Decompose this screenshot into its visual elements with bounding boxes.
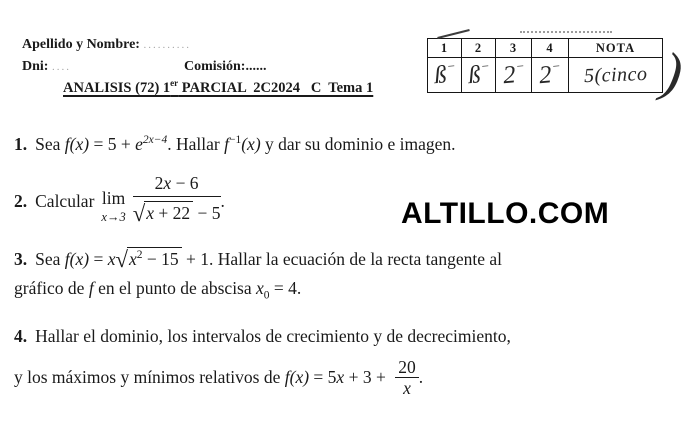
problem-4-text-2: y los máximos y mínimos relativos de (14, 366, 285, 387)
problem-3-line-2 (14, 274, 502, 311)
lim-word: lim (101, 188, 126, 209)
radical-sign: √ (115, 247, 128, 272)
apellido-label: Apellido y Nombre: (22, 37, 140, 52)
handwritten-score-4: 2− (538, 58, 562, 90)
grade-table-header-row (428, 39, 663, 58)
name-field-row (22, 37, 191, 53)
exam-title-superscript: er (170, 78, 179, 88)
grade-score-cell-1 (428, 58, 462, 93)
problem-1-text-mid: . Hallar (167, 134, 225, 154)
grade-header-nota: NOTA (569, 39, 663, 58)
fraction (133, 174, 221, 228)
comision-label: Comisión:...... (184, 59, 267, 74)
problem-1-number: 1. (14, 134, 28, 154)
math-f: f (88, 278, 94, 298)
altillo-watermark: ALTILLO.COM (401, 197, 610, 230)
handwritten-closing-paren: ) (657, 40, 687, 106)
grade-header-1: 1 (428, 39, 462, 58)
math-x0: x (256, 278, 264, 298)
math-equals: = 5 (309, 366, 337, 387)
math-fx: f(x) (284, 366, 310, 387)
math-plus: + 3 + (344, 366, 391, 387)
problem-3-line-1 (14, 245, 502, 274)
problem-3-text: Sea (35, 249, 65, 269)
grade-nota-cell (569, 58, 663, 93)
grade-table (427, 38, 663, 93)
fraction (395, 358, 419, 398)
problem-4-line-2 (14, 359, 511, 399)
problem-3-number: 3. (14, 249, 28, 269)
dni-field-row (22, 59, 71, 75)
grade-score-cell-2 (462, 58, 496, 93)
grade-table-score-row (428, 58, 663, 93)
problem-4-number: 4. (14, 326, 28, 346)
problem-2-period: . (220, 190, 225, 211)
limit-block (101, 190, 125, 223)
handwritten-score-3: 2− (501, 58, 526, 90)
grade-score-cell-3 (496, 58, 532, 93)
math-subscript-0: 0 (263, 289, 270, 302)
fraction-numerator: 2x − 6 (133, 174, 221, 197)
fraction-denominator: x (403, 378, 411, 399)
problem-4-period: . (418, 366, 424, 387)
grade-score-cell-4 (532, 58, 569, 93)
dni-dotted-line: .... (51, 61, 71, 73)
grade-header-3: 3 (496, 39, 532, 58)
problem-1-text: Sea (35, 134, 65, 154)
exam-title-rest: PARCIAL 2C2024 C Tema 1 (178, 79, 374, 96)
exam-title-text: ANALISIS (72) 1 (63, 79, 171, 96)
handwritten-nota: 5(cinco (583, 62, 648, 87)
problem-4 (14, 323, 511, 399)
radicand: x + 22 (144, 201, 193, 223)
math-exponent: 2x−4 (142, 134, 168, 147)
math-arg-x: (x) (241, 134, 261, 154)
math-fx: f(x) (64, 134, 90, 154)
apellido-dotted-line: .......... (143, 39, 191, 51)
math-inverse-exponent: −1 (228, 134, 242, 147)
problem-2 (14, 173, 225, 230)
fraction-denominator (133, 197, 221, 227)
math-equals: = 5 + (89, 134, 136, 154)
problem-3-text-mid: + 1. Hallar la ecuación de la recta tangente al (181, 249, 502, 269)
lim-subscript: x→3 (101, 209, 126, 224)
math-x: x (336, 366, 345, 387)
math-equals: = (89, 249, 108, 269)
dni-label: Dni: (22, 59, 49, 74)
handwritten-score-1: ß− (432, 58, 457, 90)
math-f: f (224, 134, 229, 154)
denominator-tail: − 5 (193, 203, 221, 224)
handwritten-score-2: ß− (466, 58, 491, 90)
problem-3-text-3: en el punto de abscisa (93, 278, 257, 298)
problem-4-text: Hallar el dominio, los intervalos de crecimiento y de decrecimiento, (35, 326, 511, 346)
radical-sign: √ (132, 201, 146, 227)
problem-3-text-end: = 4. (269, 278, 302, 298)
math-x: x (107, 249, 116, 269)
exam-title (63, 78, 373, 97)
problem-3 (14, 245, 502, 311)
math-fx: f(x) (64, 249, 90, 269)
problem-2-text: Calcular (35, 190, 95, 211)
problem-3-text-2: gráfico de (14, 278, 89, 298)
fraction-numerator: 20 (395, 358, 419, 378)
math-e: e (135, 134, 143, 154)
grade-header-4: 4 (532, 39, 569, 58)
problem-4-line-1 (14, 323, 511, 349)
grade-header-2: 2 (462, 39, 496, 58)
problem-1 (14, 134, 456, 155)
problem-1-text-end: y dar su dominio e imagen. (260, 134, 456, 154)
pencil-dash-mark (520, 31, 612, 33)
radicand: $x^2 - 15$ (127, 247, 182, 269)
problem-2-number: 2. (14, 190, 28, 211)
